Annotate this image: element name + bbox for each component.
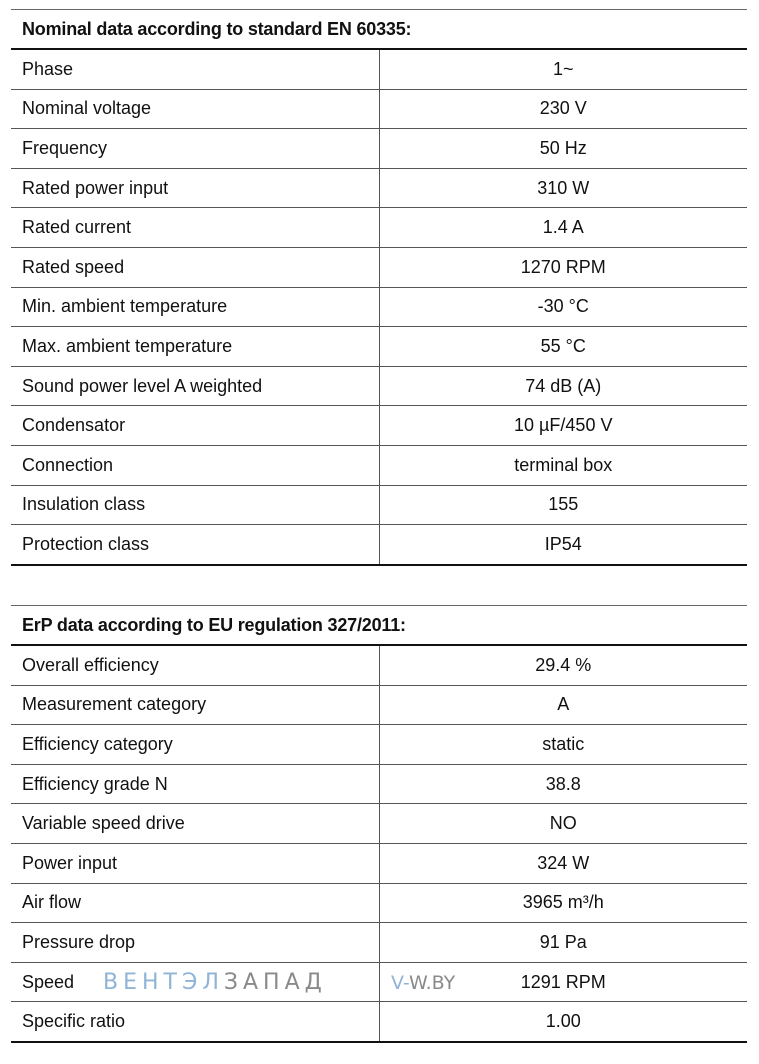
row-value: 230 V (379, 89, 747, 129)
row-label: Efficiency grade N (11, 764, 379, 804)
row-value: 324 W (379, 843, 747, 883)
row-value: 1.4 A (379, 208, 747, 248)
table-row (11, 327, 747, 367)
watermark-brand-part1: ВЕНТЭЛ (103, 970, 224, 995)
row-label: Speed (11, 962, 379, 1002)
row-value: 38.8 (379, 764, 747, 804)
brand-watermark (103, 970, 327, 995)
row-value: 10 µF/450 V (379, 406, 747, 446)
watermark-brand-part2: ЗАПАД (223, 970, 327, 995)
row-value: 1.00 (379, 1002, 747, 1042)
table-row (11, 366, 747, 406)
table-row (11, 1002, 747, 1042)
table-row (11, 168, 747, 208)
row-label: Nominal voltage (11, 89, 379, 129)
table-row (11, 406, 747, 446)
row-value: 55 °C (379, 327, 747, 367)
row-value: -30 °C (379, 287, 747, 327)
row-label: Power input (11, 843, 379, 883)
row-label: Rated power input (11, 168, 379, 208)
table-row (11, 129, 747, 169)
row-value: 91 Pa (379, 923, 747, 963)
table-row (11, 883, 747, 923)
row-label: Rated speed (11, 247, 379, 287)
row-value: NO (379, 804, 747, 844)
row-label: Sound power level A weighted (11, 366, 379, 406)
row-label: Rated current (11, 208, 379, 248)
row-value: 1291 RPM (379, 962, 747, 1002)
row-label: Phase (11, 49, 379, 89)
table-row (11, 725, 747, 765)
table-row (11, 804, 747, 844)
row-value: 29.4 % (379, 645, 747, 685)
table-row (11, 485, 747, 525)
row-label: Insulation class (11, 485, 379, 525)
row-label: Frequency (11, 129, 379, 169)
row-label: Measurement category (11, 685, 379, 725)
row-label: Overall efficiency (11, 645, 379, 685)
row-label: Min. ambient temperature (11, 287, 379, 327)
table-row (11, 247, 747, 287)
nominal-header-row (11, 10, 747, 50)
row-label: Pressure drop (11, 923, 379, 963)
table-row (11, 764, 747, 804)
row-label: Variable speed drive (11, 804, 379, 844)
table-row (11, 525, 747, 565)
row-value: IP54 (379, 525, 747, 565)
row-value: terminal box (379, 445, 747, 485)
table-row (11, 287, 747, 327)
table-row (11, 208, 747, 248)
row-value: 74 dB (A) (379, 366, 747, 406)
nominal-data-table (11, 9, 747, 566)
table-row (11, 645, 747, 685)
erp-table-title: ErP data according to EU regulation 327/2011: (11, 606, 747, 646)
row-value: 1270 RPM (379, 247, 747, 287)
table-row (11, 843, 747, 883)
table-row (11, 445, 747, 485)
table-row (11, 923, 747, 963)
table-row (11, 685, 747, 725)
row-label: Condensator (11, 406, 379, 446)
row-value: static (379, 725, 747, 765)
watermark-site-prefix: V- (391, 972, 409, 994)
row-label: Efficiency category (11, 725, 379, 765)
row-value: 1~ (379, 49, 747, 89)
table-row (11, 89, 747, 129)
nominal-table-title: Nominal data according to standard EN 60335: (11, 10, 747, 50)
table-row (11, 49, 747, 89)
row-value: 155 (379, 485, 747, 525)
row-value: 50 Hz (379, 129, 747, 169)
row-label: Max. ambient temperature (11, 327, 379, 367)
watermark-site-rest: W.BY (408, 972, 456, 994)
site-watermark (391, 972, 455, 994)
row-value: 3965 m³/h (379, 883, 747, 923)
row-label: Air flow (11, 883, 379, 923)
erp-header-row (11, 606, 747, 646)
row-label: Protection class (11, 525, 379, 565)
row-label: Connection (11, 445, 379, 485)
row-value: A (379, 685, 747, 725)
row-value: 310 W (379, 168, 747, 208)
row-label: Specific ratio (11, 1002, 379, 1042)
